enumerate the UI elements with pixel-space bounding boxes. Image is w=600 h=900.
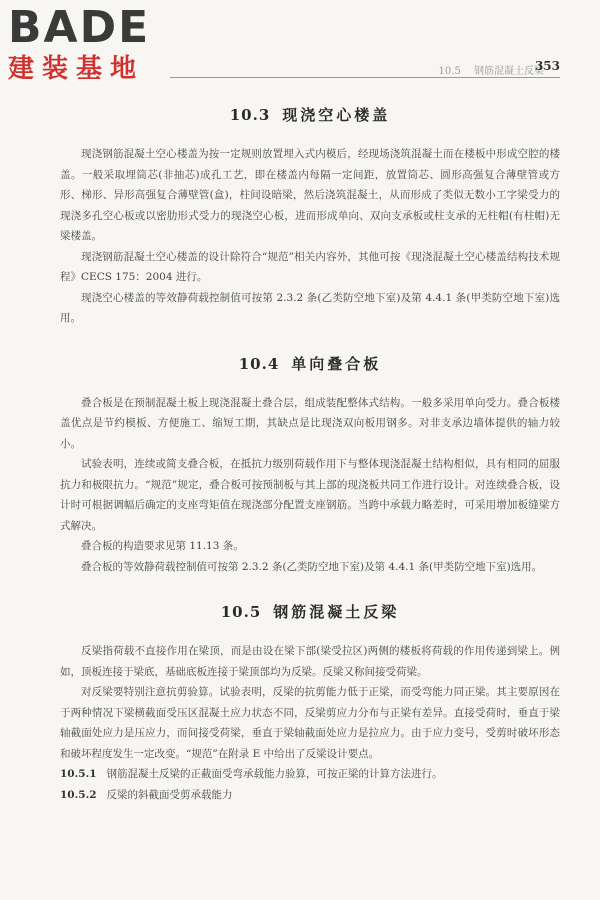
logo-text: BADE	[8, 2, 151, 53]
clause-10-5-2	[60, 785, 560, 806]
clause-number: 10.5.2	[60, 788, 97, 801]
section-title: 现浇空心楼盖	[282, 106, 391, 124]
section-heading-10-5	[60, 601, 560, 623]
logo-subtitle: 建装基地	[8, 54, 145, 84]
paragraph: 叠合板是在预制混凝土板上现浇混凝土叠合层，组成装配整体式结构。一般多采用单向受力。叠合板楼盖优点是节约模板、方便施工、缩短工期，其缺点是比现浇双向板用钢多。对非支承边墙体提供的轴力较小。	[60, 396, 560, 450]
clause-number: 10.5.1	[60, 768, 97, 780]
clause-text: 反梁的斜截面受剪承载能力	[106, 788, 233, 801]
paragraph: 现浇空心楼盖的等效静荷载控制值可按第 2.3.2 条(乙类防空地下室)及第 4.4.1 条(甲类防空地下室)选用。	[60, 291, 560, 324]
paragraph: 现浇钢筋混凝土空心楼盖为按一定规则放置埋入式内模后，经现场浇筑混凝土而在楼板中形成空腔的楼盖。一般采取埋筒芯(非抽芯)成孔工艺，即在楼盖内每隔一定间距，放置筒芯、圆形高强复合薄壁管或方形、梯形、异形高强复合薄壁管(盒)，柱间设暗梁，然后浇筑混凝土，从而形成了类似无数小工字梁受力的现浇多孔空心板或以密肋形式受力的现浇空心板，进而形成单向、双向支承板或柱支承的无柱帽(有柱帽)无梁楼盖。	[60, 148, 560, 242]
running-head-section: 10.5	[438, 66, 461, 77]
paragraph: 叠合板的等效静荷载控制值可按第 2.3.2 条(乙类防空地下室)及第 4.4.1 条(甲类防空地下室)选用。	[81, 560, 543, 573]
paragraph: 对反梁要特别注意抗剪验算。试验表明，反梁的抗剪能力低于正梁，而受弯能力同正梁。其主要原因在于两种情况下梁横截面受压区混凝土应力状态不同，反梁剪应力分布与正梁有差异。直接受荷时，垂直于梁轴截面处应力是压应力，而间接受荷梁，垂直于梁轴截面处应力是拉应力。由于应力变号，受剪时破坏形态和破坏程度发生一定改变。“规范”在附录 E 中给出了反梁设计要点。	[60, 686, 560, 760]
page-body	[60, 104, 560, 805]
page-number: 353	[534, 59, 560, 73]
header-rule	[170, 77, 560, 78]
paragraph: 叠合板的构造要求见第 11.13 条。	[81, 540, 244, 552]
paragraph: 试验表明，连续或简支叠合板，在抵抗力级别荷载作用下与整体现浇混凝土结构相似，具有相同的屈服抗力和极限抗力。“规范”规定，叠合板可按预制板与其上部的现浇板共同工作进行设计。对连续叠合板，设计时可根据调幅后确定的支座弯矩值在现浇部分配置支座钢筋。当跨中承载力略差时，可采用增加板缝梁方式解决。	[60, 458, 560, 532]
section-heading-10-4	[60, 353, 560, 375]
section-title: 钢筋混凝土反梁	[273, 603, 400, 621]
running-head	[439, 62, 544, 77]
paragraph: 现浇钢筋混凝土空心楼盖的设计除符合“规范”相关内容外，其他可按《现浇混凝土空心楼盖结构技术规程》CECS 175：2004 进行。	[60, 250, 560, 283]
logo	[8, 4, 150, 84]
clause-10-5-1	[60, 764, 560, 785]
clause-text: 钢筋混凝土反梁的正截面受弯承载能力验算，可按正梁的计算方法进行。	[106, 768, 443, 780]
section-title: 单向叠合板	[291, 354, 382, 373]
paragraph: 反梁指荷载不直接作用在梁顶，而是由设在梁下部(梁受拉区)两侧的楼板将荷载的作用传递到梁上。例如，顶板连接于梁底，基础底板连接于梁顶部均为反梁。反梁又称间接受荷梁。	[60, 645, 560, 678]
section-number: 10.4	[238, 354, 280, 373]
section-number: 10.5	[220, 603, 262, 621]
running-head-title: 钢筋混凝土反梁	[474, 66, 544, 77]
section-number: 10.3	[229, 106, 271, 124]
section-heading-10-3	[60, 104, 560, 126]
